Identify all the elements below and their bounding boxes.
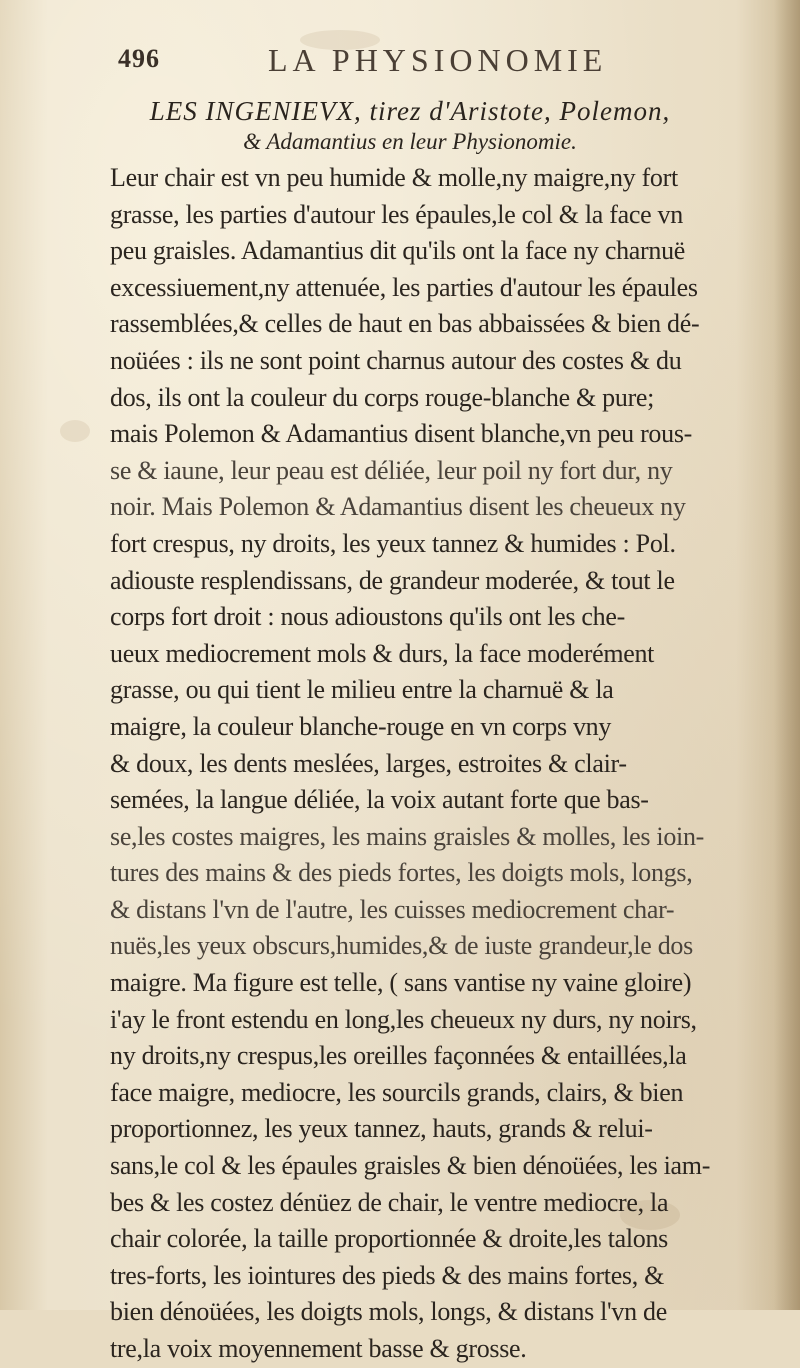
text-line: fort crespus, ny droits, les yeux tannez & humides : Pol.: [110, 528, 676, 558]
text-line: grasse, les parties d'autour les épaules,le col & la face vn: [110, 199, 683, 229]
text-line: chair colorée, la taille proportionnée & droite,les talons: [110, 1224, 669, 1254]
text-line: tres-forts, les iointures des pieds & des mains fortes, &: [110, 1260, 665, 1290]
running-head: [118, 40, 698, 84]
text-line: dos, ils ont la couleur du corps rouge-blanche & pure;: [110, 382, 655, 412]
text-line: sans,le col & les épaules graisles & bien dénoüées, les iam-: [110, 1151, 711, 1181]
text-line: excessiuement,ny attenuée, les parties d'autour les épaules: [110, 272, 698, 302]
text-line: noüées : ils ne sont point charnus autour des costes & du: [110, 345, 682, 375]
text-line: face maigre, mediocre, les sourcils grands, clairs, & bien: [110, 1077, 684, 1107]
text-line: proportionnez, les yeux tannez, hauts, grands & relui-: [110, 1114, 653, 1144]
text-line: corps fort droit : nous adioustons qu'ils ont les che-: [110, 602, 625, 632]
running-title: LA PHYSIONOMIE: [268, 42, 608, 78]
text-line: nuës,les yeux obscurs,humides,& de iuste grandeur,le dos: [110, 931, 693, 961]
text-line: se,les costes maigres, les mains graisles & molles, les ioin-: [110, 821, 705, 851]
text-line: adiouste resplendissans, de grandeur moderée, & tout le: [110, 565, 675, 595]
text-line: bien dénoüées, les doigts mols, longs, & distans l'vn de: [110, 1297, 667, 1327]
page-number: 496: [118, 44, 160, 73]
text-line: Leur chair est vn peu humide & molle,ny maigre,ny fort: [110, 163, 678, 192]
text-line: mais Polemon & Adamantius disent blanche,vn peu rous-: [110, 419, 693, 449]
chapter-heading: [120, 94, 700, 156]
text-line: & doux, les dents meslées, larges, estroites & clair-: [110, 748, 627, 778]
text-line: rassemblées,& celles de haut en bas abbaissées & bien dé-: [110, 309, 700, 339]
text-line: tre,la voix moyennement basse & grosse.: [110, 1334, 527, 1363]
page-edge-shadow: [774, 0, 800, 1310]
text-line: maigre, la couleur blanche-rouge en vn corps vny: [110, 711, 612, 741]
text-line: ny droits,ny crespus,les oreilles façonnées & entaillées,la: [110, 1041, 687, 1071]
text-line: peu graisles. Adamantius dit qu'ils ont la face ny charnuë: [110, 236, 686, 266]
text-line: ueux mediocrement mols & durs, la face moderément: [110, 638, 655, 668]
text-line: i'ay le front estendu en long,les cheueux ny durs, ny noirs,: [110, 1004, 697, 1034]
chapter-heading-line-1: LES INGENIEVX, tirez d'Aristote, Polemon,: [149, 96, 671, 126]
body-text: [110, 160, 790, 1368]
text-line: & distans l'vn de l'autre, les cuisses mediocrement char-: [110, 894, 675, 924]
text-line: grasse, ou qui tient le milieu entre la charnuë & la: [110, 675, 614, 705]
text-line: bes & les costez dénüez de chair, le ventre mediocre, la: [110, 1187, 669, 1217]
text-line: tures des mains & des pieds fortes, les doigts mols, longs,: [110, 858, 693, 888]
text-line: noir. Mais Polemon & Adamantius disent les cheueux ny: [110, 492, 686, 522]
paper-stain: [60, 420, 90, 442]
text-line: se & iaune, leur peau est déliée, leur poil ny fort dur, ny: [110, 455, 673, 485]
text-line: maigre. Ma figure est telle, ( sans vantise ny vaine gloire): [110, 968, 692, 998]
chapter-heading-line-2: & Adamantius en leur Physionomie.: [243, 129, 577, 154]
text-line: semées, la langue déliée, la voix autant forte que bas-: [110, 785, 649, 815]
